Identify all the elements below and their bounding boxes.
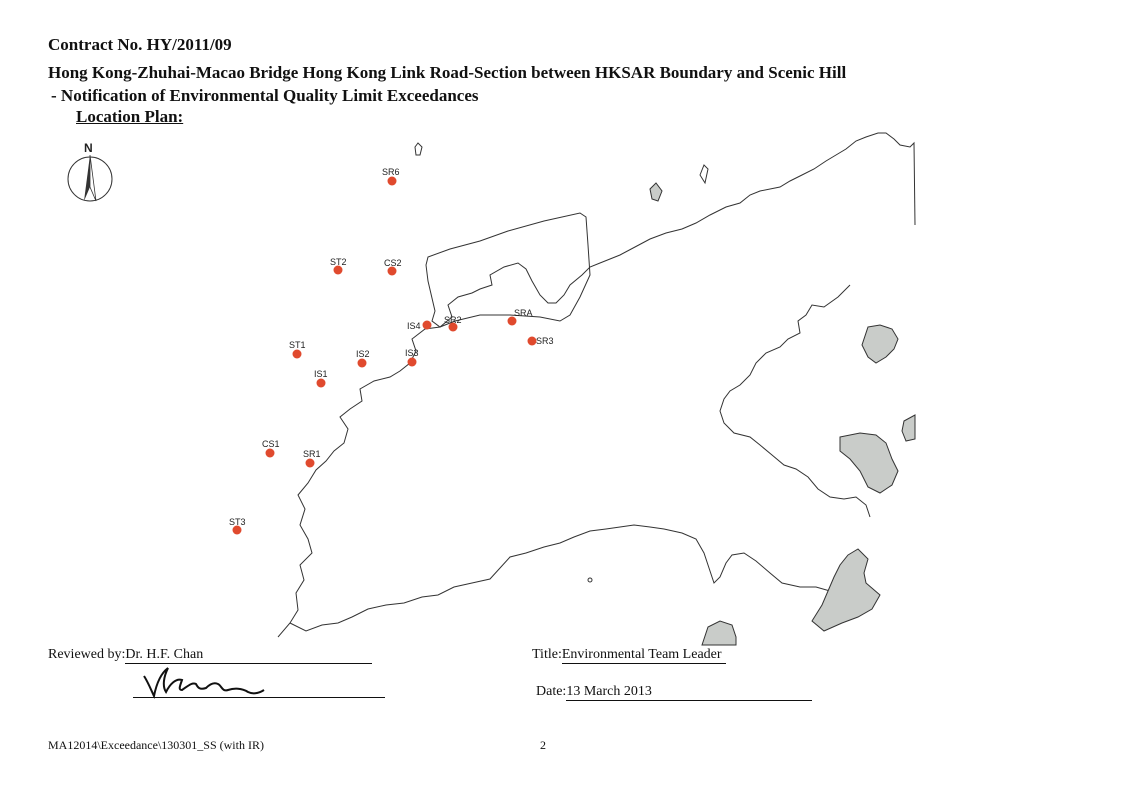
station-label-sr3: SR3 (536, 336, 554, 346)
review-date (536, 684, 812, 701)
station-marker-sr1 (306, 459, 315, 468)
station-marker-is4 (423, 321, 432, 330)
station-label-sr2: SR2 (444, 315, 462, 325)
station-marker-is2 (358, 359, 367, 368)
station-marker-sr6 (388, 177, 397, 186)
small-island (700, 165, 708, 183)
shaded-island (840, 433, 898, 493)
signature-line (133, 697, 385, 698)
station-label-sra: SRA (514, 308, 533, 318)
monitoring-stations (229, 167, 554, 535)
north-arrow-icon (68, 141, 112, 201)
document-title: Hong Kong-Zhuhai-Macao Bridge Hong Kong Link Road-Section between HKSAR Boundary and Scenic Hill (48, 63, 847, 82)
reviewed-by-value: Dr. H.F. Chan (125, 647, 372, 664)
station-label-is4: IS4 (407, 321, 421, 331)
reviewer-title (532, 647, 726, 664)
date-label: Date: (536, 684, 567, 699)
station-label-sr1: SR1 (303, 449, 321, 459)
date-value: 13 March 2013 (566, 684, 812, 701)
station-label-st3: ST3 (229, 517, 246, 527)
shaded-island (812, 549, 880, 631)
station-label-is3: IS3 (405, 348, 419, 358)
airport-island (426, 213, 590, 327)
station-label-cs1: CS1 (262, 439, 280, 449)
shaded-island (862, 325, 898, 363)
file-path: MA12014\Exceedance\130301_SS (with IR) (48, 738, 264, 752)
station-label-is1: IS1 (314, 369, 328, 379)
lantau-coastline (278, 133, 915, 637)
shaded-island (650, 183, 662, 201)
location-plan-map (60, 125, 920, 650)
north-label: N (84, 141, 93, 155)
reviewed-by-label: Reviewed by: (48, 647, 126, 662)
station-marker-is1 (317, 379, 326, 388)
station-label-is2: IS2 (356, 349, 370, 359)
location-plan-heading: Location Plan: (76, 107, 184, 126)
station-label-cs2: CS2 (384, 258, 402, 268)
signature-icon (138, 662, 278, 702)
station-marker-is3 (408, 358, 417, 367)
page-number: 2 (540, 738, 546, 752)
document-subtitle: - Notification of Environmental Quality Limit Exceedances (51, 86, 479, 105)
shaded-island (902, 415, 915, 441)
shaded-island (702, 621, 736, 645)
station-label-st2: ST2 (330, 257, 347, 267)
title-label: Title: (532, 647, 562, 662)
contract-number: Contract No. HY/2011/09 (48, 35, 232, 54)
station-label-st1: ST1 (289, 340, 306, 350)
station-marker-cs1 (266, 449, 275, 458)
station-label-sr6: SR6 (382, 167, 400, 177)
title-value: Environmental Team Leader (562, 647, 726, 664)
station-marker-st1 (293, 350, 302, 359)
